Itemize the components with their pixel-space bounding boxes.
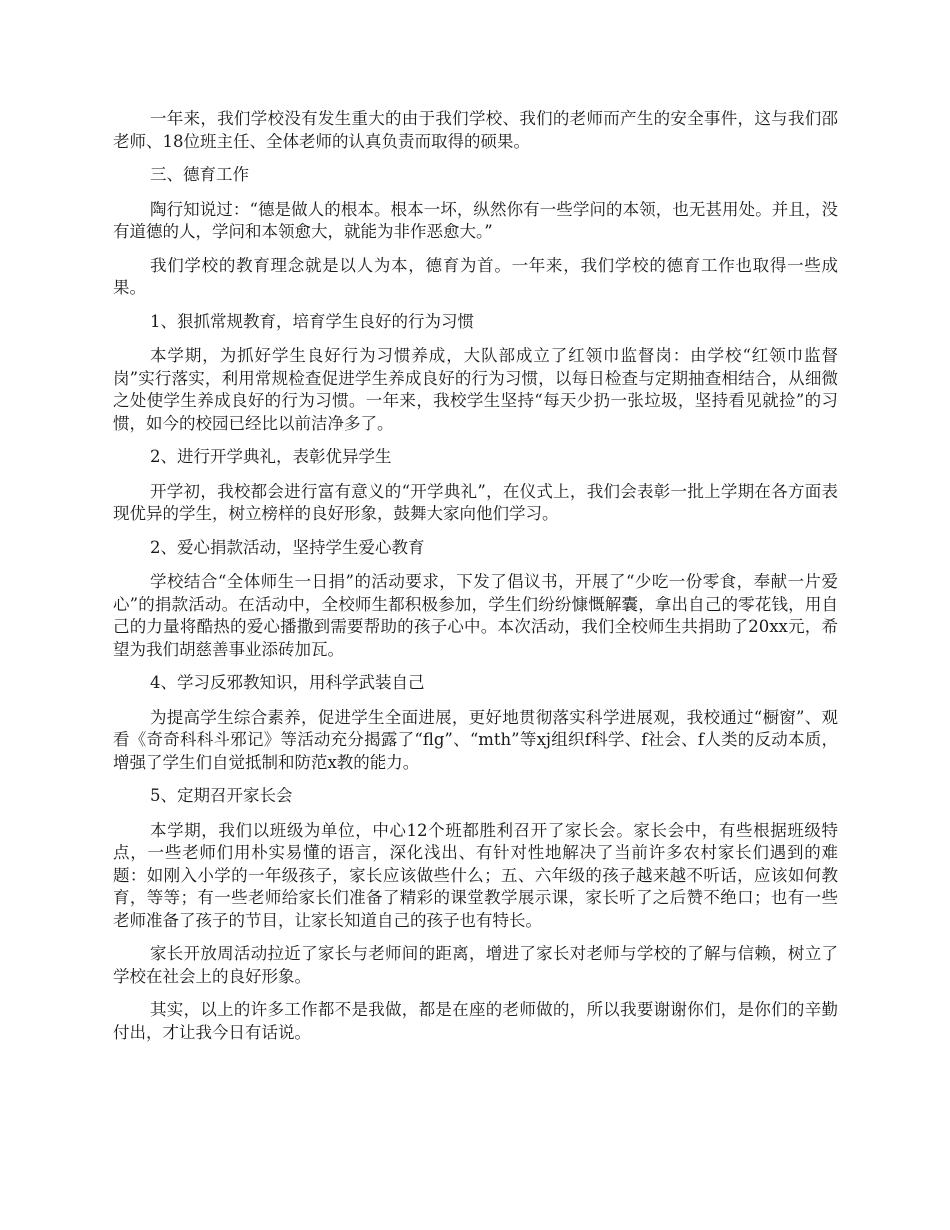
subheading-parent-meetings: 5、定期召开家长会 (150, 786, 293, 805)
paragraph-donation-activity: 学校结合“全体师生一日捐”的活动要求，下发了倡议书，开展了“少吃一份零食，奉献一片爱心”的捐款活动。在活动中，全校师生都积极参加，学生们纷纷慷慨解囊，拿出自己的零花钱，用自己的力量将酷热的爱心播撒到需要帮助的孩子心中。本次活动，我们全校师生共捐助了20xx元，希望为我们胡慈善事业添砖加瓦。 (113, 572, 838, 659)
paragraph-safety-summary: 一年来，我们学校没有发生重大的由于我们学校、我们的老师而产生的安全事件，这与我们邵老师、18位班主任、全体老师的认真负责而取得的硕果。 (113, 109, 838, 151)
subheading-anti-cult-knowledge: 4、学习反邪教知识，用科学武装自己 (150, 673, 425, 692)
paragraph-red-scarf-supervision: 本学期，为抓好学生良好行为习惯养成，大队部成立了红领巾监督岗：由学校“红领巾监督岗”实行落实，利用常规检查促进学生养成良好的行为习惯，以每日检查与定期抽查相结合，从细微之处使学生养成良好的行为习惯。一年来，我校学生坚持“每天少扔一张垃圾，坚持看见就捡”的习惯，如今的校园已经比以前洁净多了。 (113, 346, 838, 433)
subheading-routine-education: 1、狠抓常规教育，培育学生良好的行为习惯 (150, 311, 474, 331)
paragraph-education-philosophy: 我们学校的教育理念就是以人为本，德育为首。一年来，我们学校的德育工作也取得一些成果。 (113, 255, 838, 297)
section-heading-moral-education: 三、德育工作 (150, 165, 249, 184)
paragraph-open-week: 家长开放周活动拉近了家长与老师间的距离，增进了家长对老师与学校的了解与信赖，树立了学校在社会上的良好形象。 (113, 944, 838, 986)
paragraph-thanks: 其实，以上的许多工作都不是我做，都是在座的老师做的，所以我要谢谢你们，是你们的辛勤付出，才让我今日有话说。 (113, 1000, 838, 1042)
subheading-opening-ceremony: 2、进行开学典礼，表彰优异学生 (150, 447, 392, 466)
paragraph-anti-cult-knowledge: 为提高学生综合素养，促进学生全面进展，更好地贯彻落实科学进展观，我校通过“橱窗”、观看《奇奇科科斗邪记》等活动充分揭露了“flg”、“mth”等xj组织f科学、f社会、f人类的反动本质，增强了学生们自觉抵制和防范x教的能力。 (113, 707, 838, 772)
subheading-donation-activity: 2、爱心捐款活动，坚持学生爱心教育 (150, 537, 425, 557)
paragraph-tao-quote: 陶行知说过：“德是做人的根本。根本一坏，纵然你有一些学问的本领，也无甚用处。并且，没有道德的人，学问和本领愈大，就能为非作恶愈大。” (113, 199, 838, 241)
paragraph-parent-meetings: 本学期，我们以班级为单位，中心12个班都胜利召开了家长会。家长会中，有些根据班级特点，一些老师们用朴实易懂的语言，深化浅出、有针对性地解决了当前许多农村家长们遇到的难题：如刚入小学的一年级孩子，家长应该做些什么；五、六年级的孩子越来越不听话，应该如何教育，等等；有一些老师给家长们准备了精彩的课堂教学展示课，家长听了之后赞不绝口；也有一些老师准备了孩子的节目，让家长知道自己的孩子也有特长。 (113, 820, 838, 930)
paragraph-opening-ceremony: 开学初，我校都会进行富有意义的“开学典礼”，在仪式上，我们会表彰一批上学期在各方面表现优异的学生，树立榜样的良好形象，鼓舞大家向他们学习。 (113, 481, 838, 523)
document-body (113, 108, 838, 1055)
